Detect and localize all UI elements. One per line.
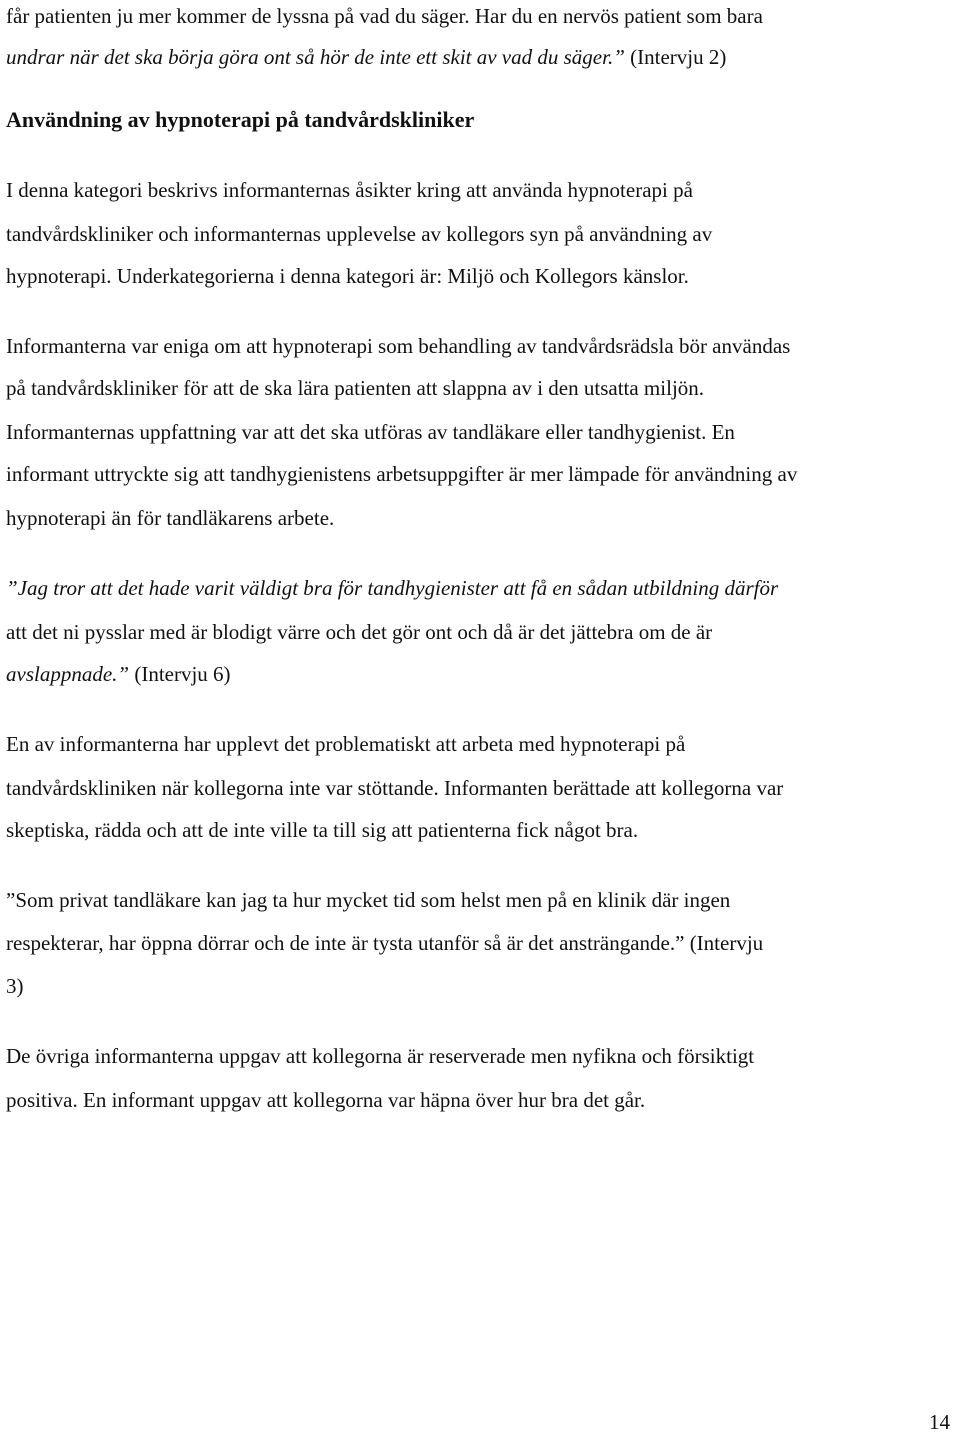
text-segment: positiva. En informant uppgav att kollegorna var häpna över hur bra det går.: [6, 1088, 646, 1112]
text-segment: (Intervju: [684, 931, 764, 955]
text-segment: Informanternas uppfattning var att det ska utföras av tandläkare eller tandhygienist. En: [6, 420, 735, 444]
section-heading: [6, 107, 474, 133]
text-segment: De övriga informanterna uppgav att kollegorna är reserverade men nyfikna och försiktigt: [6, 1044, 755, 1068]
text-line: [6, 177, 693, 203]
text-segment: Användning av hypnoterapi på tandvårdskliniker: [6, 107, 475, 132]
text-segment: informant uttryckte sig att tandhygienistens arbetsuppgifter är mer lämpade för användning av: [6, 462, 798, 486]
text-line: [6, 44, 726, 70]
text-line: [6, 3, 763, 29]
text-line: [6, 333, 790, 359]
text-segment: I denna kategori beskrivs informanternas åsikter kring att använda hypnoterapi på: [6, 178, 693, 202]
text-segment: får patienten ju mer kommer de lyssna på vad du säger. Har du en nervös patient som bara: [6, 4, 763, 28]
text-line: [6, 575, 778, 601]
text-segment: tandvårdskliniken när kollegorna inte var stöttande. Informanten berättade att kollegorna var: [6, 776, 784, 800]
text-segment: hypnoterapi. Underkategorierna i denna kategori är: Miljö och Kollegors känslor.: [6, 264, 689, 288]
text-line: [6, 221, 712, 247]
text-segment: (Intervju 2): [624, 45, 727, 69]
text-segment: att det ni pysslar med är blodigt värre och det gör ont och då är det jättebra om de är: [6, 620, 713, 644]
text-line: [6, 263, 689, 289]
text-line: [6, 731, 685, 757]
text-segment: Informanterna var eniga om att hypnoterapi som behandling av tandvårdsrädsla bör användas: [6, 334, 791, 358]
text-line: [6, 1087, 645, 1113]
text-line: [6, 930, 763, 956]
text-segment: hypnoterapi än för tandläkarens arbete.: [6, 506, 335, 530]
text-line: [6, 619, 712, 645]
text-line: [6, 505, 334, 531]
text-segment: En av informanterna har upplevt det problematiskt att arbeta med hypnoterapi på: [6, 732, 686, 756]
text-segment: skeptiska, rädda och att de inte ville ta till sig att patienterna fick något bra.: [6, 818, 639, 842]
quote-text: undrar när det ska börja göra ont så hör de inte ett skit av vad du säger.”: [6, 45, 625, 69]
text-line: [6, 775, 783, 801]
text-line: [6, 661, 231, 687]
text-line: [6, 817, 638, 843]
text-segment: ”Som privat tandläkare kan jag ta hur mycket tid som helst men på en klinik där ingen: [6, 888, 731, 912]
text-line: [6, 461, 797, 487]
text-line: [6, 887, 730, 913]
quote-text: avslappnade.”: [6, 662, 130, 686]
text-line: [6, 375, 704, 401]
text-line: [6, 1043, 754, 1069]
text-segment: på tandvårdskliniker för att de ska lära patienten att slappna av i den utsatta miljön.: [6, 376, 705, 400]
quote-text: ”Jag tror att det hade varit väldigt bra för tandhygienister att få en sådan utbildning därför: [6, 576, 779, 600]
text-segment: respekterar, har öppna dörrar och de inte är tysta utanför så är det ansträngande.”: [6, 931, 685, 955]
text-line: [6, 419, 735, 445]
text-segment: 3): [6, 974, 24, 998]
text-segment: tandvårdskliniker och informanternas upplevelse av kollegors syn på användning av: [6, 222, 713, 246]
page-number: 14: [929, 1410, 950, 1434]
text-line: [6, 973, 24, 999]
text-segment: (Intervju 6): [129, 662, 231, 686]
